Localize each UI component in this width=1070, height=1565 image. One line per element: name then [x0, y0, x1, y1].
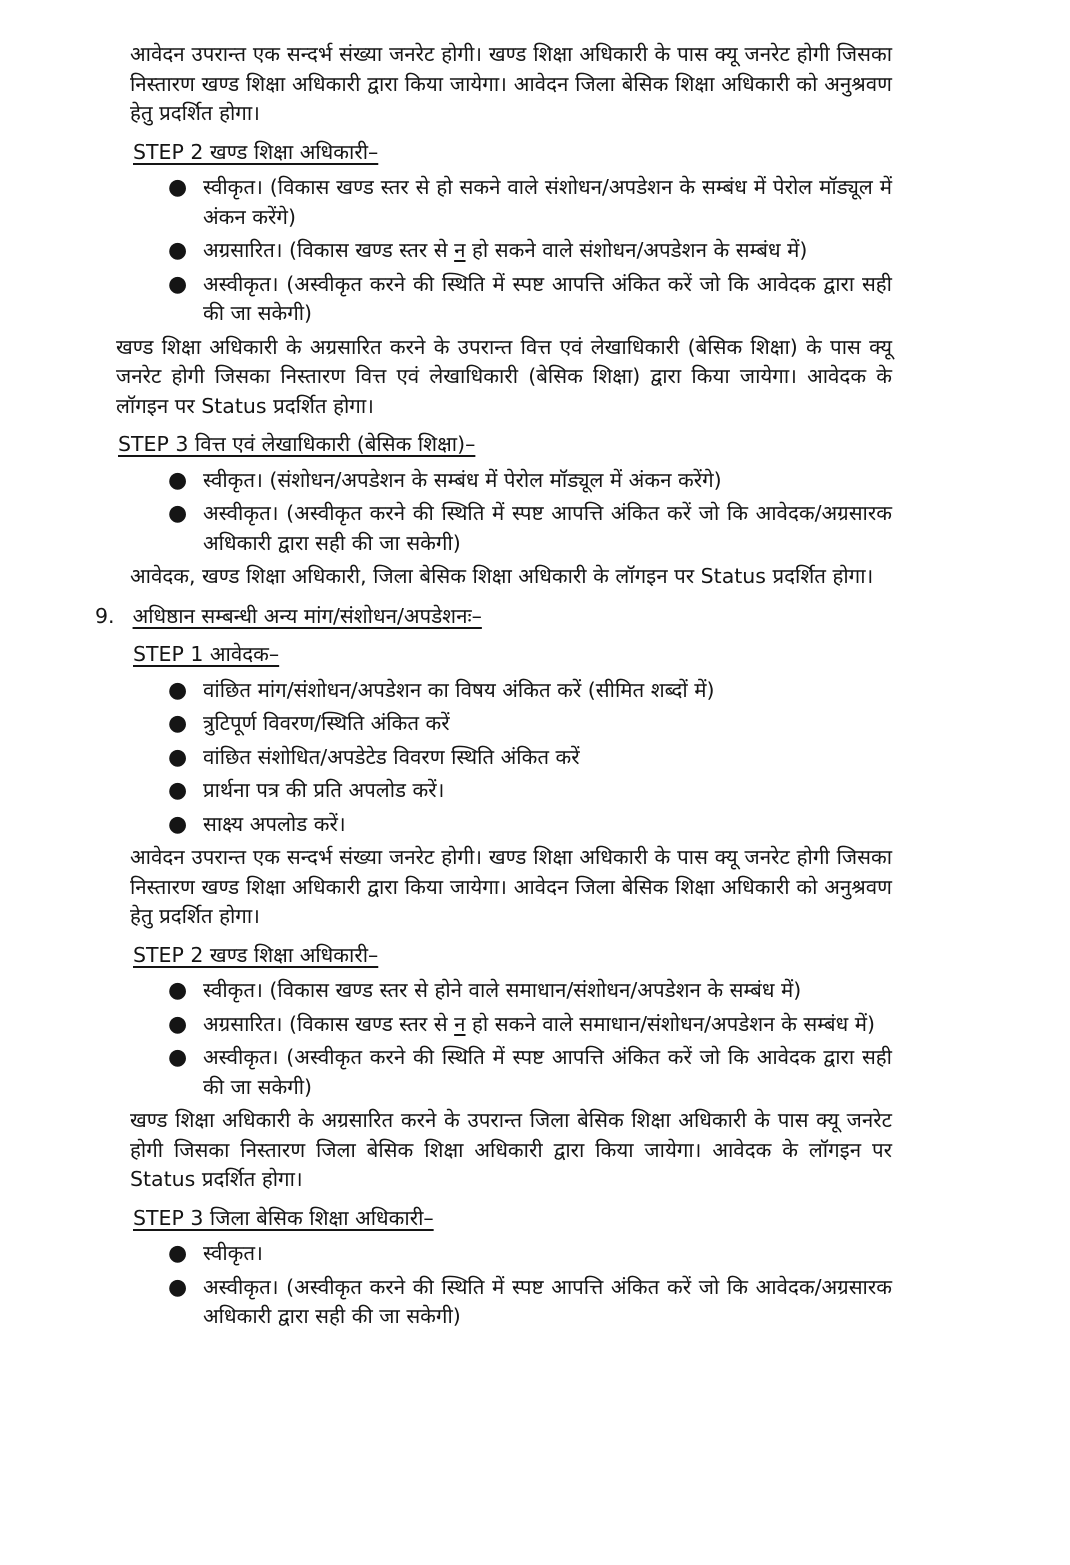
- list-item: ● वांछित मांग/संशोधन/अपडेशन का विषय अंकित करें (सीमित शब्दों में): [130, 676, 892, 706]
- list-item: ● वांछित संशोधित/अपडेटेड विवरण स्थिति अंकित करें: [130, 743, 892, 773]
- list-item: ● अस्वीकृत। (अस्वीकृत करने की स्थिति में स्पष्ट आपत्ति अंकित करें जो कि आवेदक द्वारा सही की जा सकेगी): [168, 1045, 892, 1099]
- intro-paragraph: आवेदन उपरान्त एक सन्दर्भ संख्या जनरेट होगी। खण्ड शिक्षा अधिकारी के पास क्यू जनरेट होगी जिसका निस्तारण खण्ड शिक्षा अधिकारी द्वारा किया जायेगा। आवेदन जिला बेसिक शिक्षा अधिकारी को अनुश्रवण हेतु प्रदर्शित होगा।: [130, 42, 892, 125]
- s8-step2-list: [130, 173, 892, 329]
- list-item: ● प्रार्थना पत्र की प्रति अपलोड करें।: [130, 776, 892, 806]
- bullet-icon: ●: [168, 271, 188, 297]
- s8-step2-heading: STEP 2 खण्ड शिक्षा अधिकारी–: [133, 139, 379, 164]
- bullet-icon: ●: [168, 1011, 188, 1037]
- list-item: ● अग्रसारित। (विकास खण्ड स्तर से न हो सकने वाले समाधान/संशोधन/अपडेशन के सम्बंध में): [130, 1010, 892, 1040]
- list-item: ● साक्ष्य अपलोड करें।: [130, 810, 892, 840]
- s9-step2-after: खण्ड शिक्षा अधिकारी के अग्रसारित करने के उपरान्त जिला बेसिक शिक्षा अधिकारी के पास क्यू जनरेट होगी जिसका निस्तारण जिला बेसिक शिक्षा अधिकारी द्वारा किया जायेगा। आवेदक के लॉगइन पर Status प्रदर्शित होगा।: [130, 1108, 892, 1191]
- bullet-icon: ●: [168, 1241, 188, 1266]
- s9-step3-heading: STEP 3 जिला बेसिक शिक्षा अधिकारी–: [133, 1205, 434, 1230]
- s8-step2-after: खण्ड शिक्षा अधिकारी के अग्रसारित करने के उपरान्त वित्त एवं लेखाधिकारी (बेसिक शिक्षा) के पास क्यू जनरेट होगी जिसका निस्तारण वित्त एवं लेखाधिकारी (बेसिक शिक्षा) द्वारा किया जायेगा। आवेदक के लॉगइन पर Status प्रदर्शित होगा।: [116, 334, 892, 418]
- bullet-icon: ●: [168, 978, 188, 1003]
- list-item: ● स्वीकृत। (विकास खण्ड स्तर से हो सकने वाले संशोधन/अपडेशन के सम्बंध में पेरोल मॉड्यूल में अंकन करेंगे): [168, 175, 892, 229]
- bullet-icon: ●: [168, 238, 188, 263]
- list-item: ● अग्रसारित। (विकास खण्ड स्तर से न हो सकने वाले संशोधन/अपडेशन के सम्बंध में): [130, 236, 892, 266]
- list-item: ● अस्वीकृत। (अस्वीकृत करने की स्थिति में स्पष्ट आपत्ति अंकित करें जो कि आवेदक द्वारा सही की जा सकेगी): [168, 271, 892, 325]
- section-title: अधिष्ठान सम्बन्धी अन्य मांग/संशोधन/अपडेशनः–: [132, 603, 482, 628]
- s8-step3-heading: STEP 3 वित्त एवं लेखाधिकारी (बेसिक शिक्षा)–: [118, 432, 476, 456]
- list-item: ● स्वीकृत। (संशोधन/अपडेशन के सम्बंध में पेरोल मॉड्यूल में अंकन करेंगे): [130, 466, 892, 496]
- list-item: ● स्वीकृत।: [130, 1239, 892, 1269]
- s9-step1-after: आवेदन उपरान्त एक सन्दर्भ संख्या जनरेट होगी। खण्ड शिक्षा अधिकारी के पास क्यू जनरेट होगी जिसका निस्तारण खण्ड शिक्षा अधिकारी द्वारा किया जायेगा। आवेदन जिला बेसिक शिक्षा अधिकारी को अनुश्रवण हेतु प्रदर्शित होगा।: [130, 845, 892, 928]
- bullet-icon: ●: [168, 467, 188, 493]
- bullet-icon: ●: [168, 711, 188, 736]
- section-9-heading: [95, 602, 892, 632]
- bullet-icon: ●: [168, 1274, 188, 1300]
- s9-step1-list: [130, 676, 892, 840]
- s9-step2-heading: STEP 2 खण्ड शिक्षा अधिकारी–: [133, 942, 379, 967]
- section-number: 9.: [95, 603, 115, 628]
- s9-step2-list: [130, 976, 892, 1102]
- bullet-icon: ●: [168, 677, 188, 703]
- s9-step1-heading: STEP 1 आवेदक–: [133, 642, 280, 666]
- list-item: ● अस्वीकृत। (अस्वीकृत करने की स्थिति में स्पष्ट आपत्ति अंकित करें जो कि आवेदक/अग्रसारक अधिकारी द्वारा सही की जा सकेगी): [168, 1274, 892, 1328]
- bullet-icon: ●: [168, 175, 188, 200]
- bullet-icon: ●: [168, 1045, 188, 1070]
- list-item: ● त्रुटिपूर्ण विवरण/स्थिति अंकित करें: [130, 709, 892, 739]
- s9-step3-list: [130, 1239, 892, 1332]
- bullet-icon: ●: [168, 744, 188, 770]
- bullet-icon: ●: [168, 778, 188, 803]
- list-item: ● स्वीकृत। (विकास खण्ड स्तर से होने वाले समाधान/संशोधन/अपडेशन के सम्बंध में): [130, 976, 892, 1006]
- bullet-icon: ●: [168, 811, 188, 837]
- bullet-icon: ●: [168, 501, 188, 526]
- s8-step3-list: [130, 466, 892, 559]
- list-item: ● अस्वीकृत। (अस्वीकृत करने की स्थिति में स्पष्ट आपत्ति अंकित करें जो कि आवेदक/अग्रसारक अधिकारी द्वारा सही की जा सकेगी): [168, 501, 892, 555]
- s8-step3-after: आवेदक, खण्ड शिक्षा अधिकारी, जिला बेसिक शिक्षा अधिकारी के लॉगइन पर Status प्रदर्शित होगा।: [130, 564, 874, 588]
